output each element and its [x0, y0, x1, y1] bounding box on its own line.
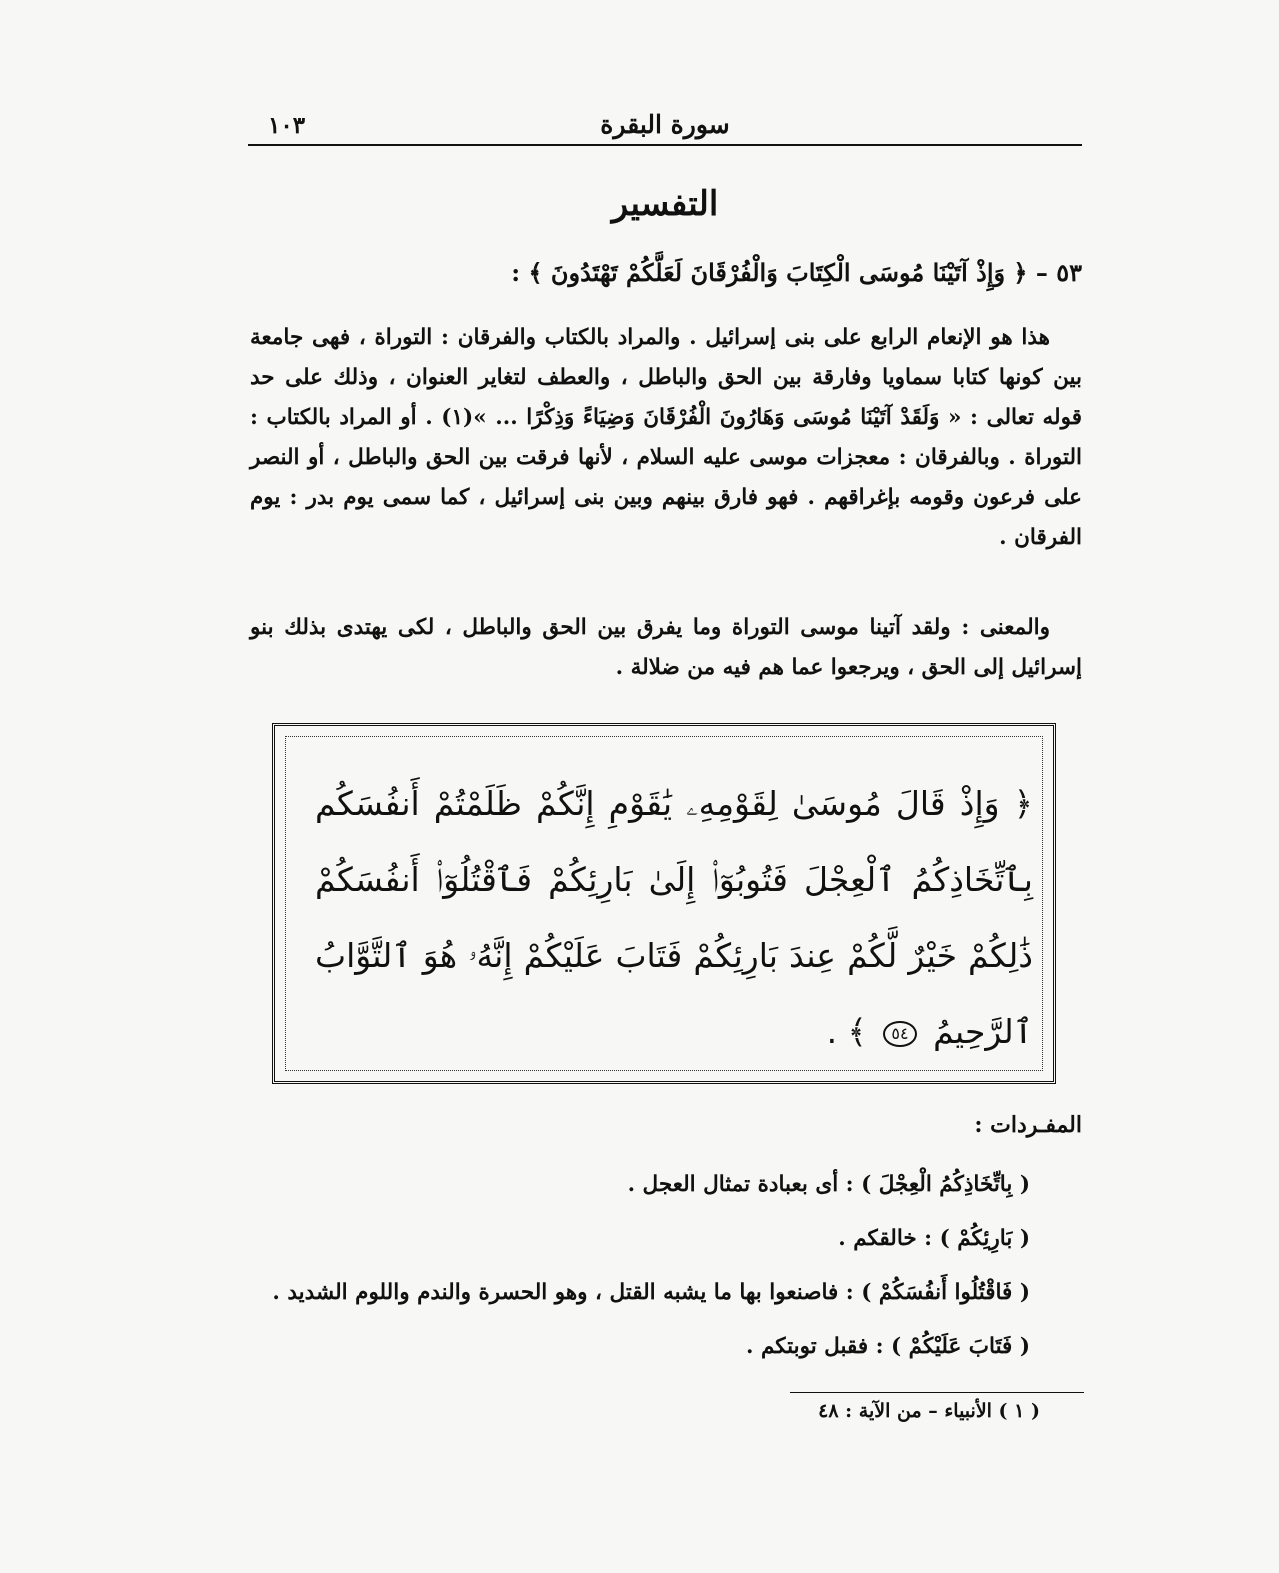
paragraph-text: هذا هو الإنعام الرابع على بنى إسرائيل . والمراد بالكتاب والفرقان : التوراة ، فهى جامعة بين كونها كتابا سماويا وفارقة بين الحق والباطل ، والعطف لتغاير العنوان ، وذلك على حد قوله تعالى : « وَلَقَدْ آتَيْنَا مُوسَى وَهَارُونَ الْفُرْقَانَ وَضِيَاءً وَذِكْرًا ... »(١) . أو المراد بالكتاب : التوراة . وبالفرقان : معجزات موسى عليه السلام ، لأنها فرقت بين الحق والباطل ، أو النصر على فرعون وقومه بإغراقهم . فهو فارق بينهم وبين بنى إسرائيل ، كما سمى يوم بدر : يوم الفرقان . [250, 325, 1082, 550]
commentary-paragraph-2 [250, 608, 1082, 688]
vocabulary-list [240, 1158, 1030, 1374]
section-title: التفسير [611, 184, 719, 224]
surah-name: سورة البقرة [600, 110, 730, 139]
vocabulary-title: المفـردات : [974, 1112, 1082, 1138]
paragraph-text: والمعنى : ولقد آتينا موسى التوراة وما يفرق بين الحق والباطل ، لكى يهتدى بذلك بنو إسرائيل إلى الحق ، ويرجعوا عما هم فيه من ضلالة . [250, 615, 1082, 680]
vocabulary-item: ( بِاتِّخَاذِكُمُ الْعِجْلَ ) : أى بعبادة تمثال العجل . [627, 1172, 1030, 1197]
page-number: ١٠٣ [268, 112, 306, 139]
quran-verse-box [272, 723, 1056, 1084]
vocabulary-item: ( بَارِئِكُمْ ) : خالقكم . [838, 1226, 1030, 1251]
verse-body: ﴿ وَإِذْ قَالَ مُوسَىٰ لِقَوْمِهِۦ يَٰقَوْمِ إِنَّكُمْ ظَلَمْتُمْ أَنفُسَكُم بِٱتِّخَاذِكُمُ ٱلْعِجْلَ فَتُوبُوٓا۟ إِلَىٰ بَارِئِكُمْ فَٱقْتُلُوٓا۟ أَنفُسَكُمْ ذَٰلِكُمْ خَيْرٌ لَّكُمْ عِندَ بَارِئِكُمْ فَتَابَ عَلَيْكُمْ إِنَّهُۥ هُوَ ٱلتَّوَّابُ ٱلرَّحِيمُ [315, 784, 1033, 1051]
footnote-divider [790, 1392, 1084, 1393]
quran-verse-text [315, 766, 1033, 1070]
page-header [248, 108, 1082, 146]
vocabulary-item: ( فَاقْتُلُوا أَنفُسَكُمْ ) : فاصنعوا بها ما يشبه القتل ، وهو الحسرة والندم واللوم الشديد . [272, 1280, 1030, 1305]
verse-heading: ٥٣ – ﴿ وَإِذْ آتَيْنَا مُوسَى الْكِتَابَ وَالْفُرْقَانَ لَعَلَّكُمْ تَهْتَدُونَ ﴾ : [511, 258, 1082, 287]
vocabulary-item: ( فَتَابَ عَلَيْكُمْ ) : فقبل توبتكم . [745, 1334, 1030, 1359]
verse-closing: ﴾ . [826, 1012, 867, 1051]
commentary-paragraph-1 [250, 318, 1082, 558]
ayah-number-marker: ٥٤ [883, 1021, 916, 1047]
footnote: ( ١ ) الأنبياء – من الآية : ٤٨ [818, 1400, 1040, 1422]
